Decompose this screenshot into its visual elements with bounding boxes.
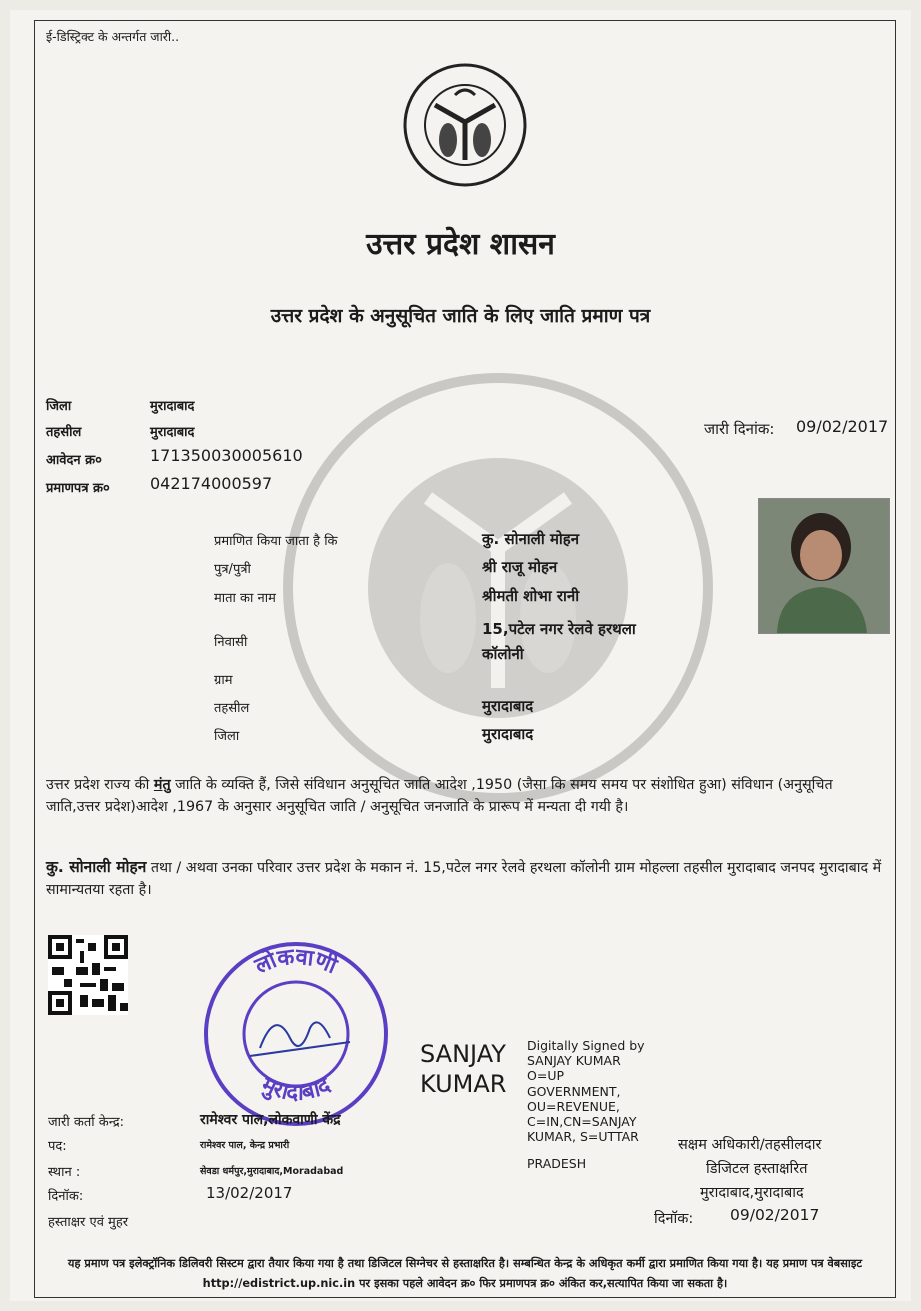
stamp-bottom-text: मुरादाबाद — [257, 1072, 335, 1106]
applicant-name: कु. सोनाली मोहन — [482, 530, 580, 548]
sign-label: हस्ताक्षर एवं मुहर — [48, 1215, 129, 1230]
place-value: सेवडा धर्मपुर,मुरादाबाद,Moradabad — [200, 1166, 344, 1177]
person-tehsil-value: मुरादाबाद — [482, 697, 534, 715]
dsig-line: PRADESH — [527, 1156, 587, 1172]
paragraph2-text: तथा / अथवा उनका परिवार उत्तर प्रदेश के मकान नं. 15,पटेल नगर रेलवे हरथला कॉलोनी ग्राम मोहल्ला तहसील मुरादाबाद जनपद मुरादाबाद में सामान्यतया रहता है। — [46, 860, 882, 898]
issue-date-value: 09/02/2017 — [796, 417, 889, 436]
certificate-number: 042174000597 — [150, 474, 273, 493]
digital-signature-details — [527, 1038, 645, 1172]
tehsil-value: मुरादाबाद — [150, 425, 195, 440]
address-line1: 15,पटेल नगर रेलवे हरथला — [482, 620, 636, 638]
certificate-label: प्रमाणपत्र क्र० — [46, 481, 110, 496]
dsig-line: Digitally Signed by — [527, 1038, 645, 1053]
issuer-date-value: 13/02/2017 — [206, 1184, 293, 1202]
authority-title: सक्षम अधिकारी/तहसीलदार — [678, 1137, 822, 1153]
authority-date-value: 09/02/2017 — [730, 1206, 820, 1224]
parent-label: पुत्र/पुत्री — [214, 562, 251, 577]
up-government-emblem-icon — [400, 60, 530, 190]
person-district-value: मुरादाबाद — [482, 725, 534, 743]
place-label: स्थान : — [48, 1165, 81, 1180]
issue-date-label: जारी दिनांक: — [704, 420, 775, 438]
certified-label: प्रमाणित किया जाता है कि — [214, 534, 338, 549]
lokvani-stamp — [200, 938, 392, 1130]
application-number: 171350030005610 — [150, 446, 303, 465]
signature-scribble-icon — [250, 1022, 350, 1056]
address-line2: कॉलोनी — [482, 645, 524, 663]
certificate-subtitle: उत्तर प्रदेश के अनुसूचित जाति के लिए जाति प्रमाण पत्र — [270, 305, 651, 327]
post-label: पद: — [48, 1139, 67, 1154]
village-label: ग्राम — [214, 673, 233, 688]
issuing-center-value: रामेश्वर पाल,लोकवाणी केंद्र — [200, 1112, 341, 1128]
caste-name: मंतु — [153, 777, 171, 793]
paragraph1-start: उत्तर प्रदेश राज्य की — [46, 777, 154, 793]
header-note: ई-डिस्ट्रिक्ट के अन्तर्गत जारी.. — [46, 29, 180, 44]
district-label: जिला — [46, 399, 72, 414]
page-title: उत्तर प्रदेश शासन — [366, 227, 555, 262]
signer-name-line2: KUMAR — [420, 1070, 507, 1098]
post-value: रामेश्वर पाल, केन्द्र प्रभारी — [200, 1140, 290, 1151]
tehsil-label: तहसील — [46, 425, 82, 440]
person-photo-icon — [759, 499, 889, 633]
applicant-photo — [758, 498, 890, 634]
issuing-center-label: जारी कर्ता केन्द्र: — [48, 1115, 125, 1130]
authority-digital: डिजिटल हस्ताक्षरित — [706, 1161, 808, 1177]
svg-text:मुरादाबाद — [256, 1072, 336, 1106]
issuer-date-label: दिनॉक: — [48, 1189, 84, 1204]
dsig-line: GOVERNMENT, — [527, 1083, 621, 1099]
qr-code-icon — [48, 934, 128, 1016]
residence-paragraph — [46, 856, 891, 901]
dsig-line: C=IN,CN=SANJAY — [527, 1114, 637, 1130]
mother-label: माता का नाम — [214, 591, 276, 606]
dsig-line: OU=REVENUE, — [527, 1098, 620, 1114]
person-tehsil-label: तहसील — [214, 701, 250, 716]
authority-place: मुरादाबाद,मुरादाबाद — [700, 1185, 804, 1201]
father-name: श्री राजू मोहन — [482, 558, 558, 576]
stamp-top-text: लोकवाणी — [251, 944, 341, 980]
application-label: आवेदन क्र० — [46, 453, 102, 468]
dsig-line: O=UP — [527, 1068, 564, 1084]
dsig-line: KUMAR, S=UTTAR — [527, 1129, 639, 1145]
person-district-label: जिला — [214, 729, 240, 744]
signer-name-line1: SANJAY — [420, 1040, 506, 1068]
paragraph1-rest: जाति के व्यक्ति हैं, जिसे संविधान अनुसूचित जाति आदेश ,1950 (जैसा कि समय समय पर संशोधित हुआ) संविधान (अनुसूचित जाति,उत्तर प्रदेश)आदेश ,1967 के अनुसार अनुसूचित जाति / अनुसूचित जनजाति के प्रारूप में मन्यता दी गयी है। — [46, 777, 833, 815]
footer-note: यह प्रमाण पत्र इलेक्ट्रॉनिक डिलिवरी सिस्टम द्वारा तैयार किया गया है तथा डिजिटल सिग्नेचर से हस्ताक्षरित है। सम्बन्धित केन्द्र के अधिकृत कर्मी द्वारा प्रमाणित किया गया है। यह प्रमाण पत्र वेबसाइट http://edistrict.up.nic.in पर इसका पहले आवेदन क्र० फिर प्रमाणपत्र क्र० अंकित कर,सत्यापित किया जा सकता है। — [67, 1257, 863, 1290]
district-value: मुरादाबाद — [150, 399, 195, 414]
resident-label: निवासी — [214, 635, 248, 650]
paragraph2-name: कु. सोनाली मोहन — [46, 858, 147, 876]
dsig-line: SANJAY KUMAR — [527, 1053, 621, 1069]
caste-paragraph — [46, 774, 891, 818]
mother-name: श्रीमती शोभा रानी — [482, 587, 580, 605]
authority-date-label: दिनॉक: — [654, 1211, 694, 1227]
